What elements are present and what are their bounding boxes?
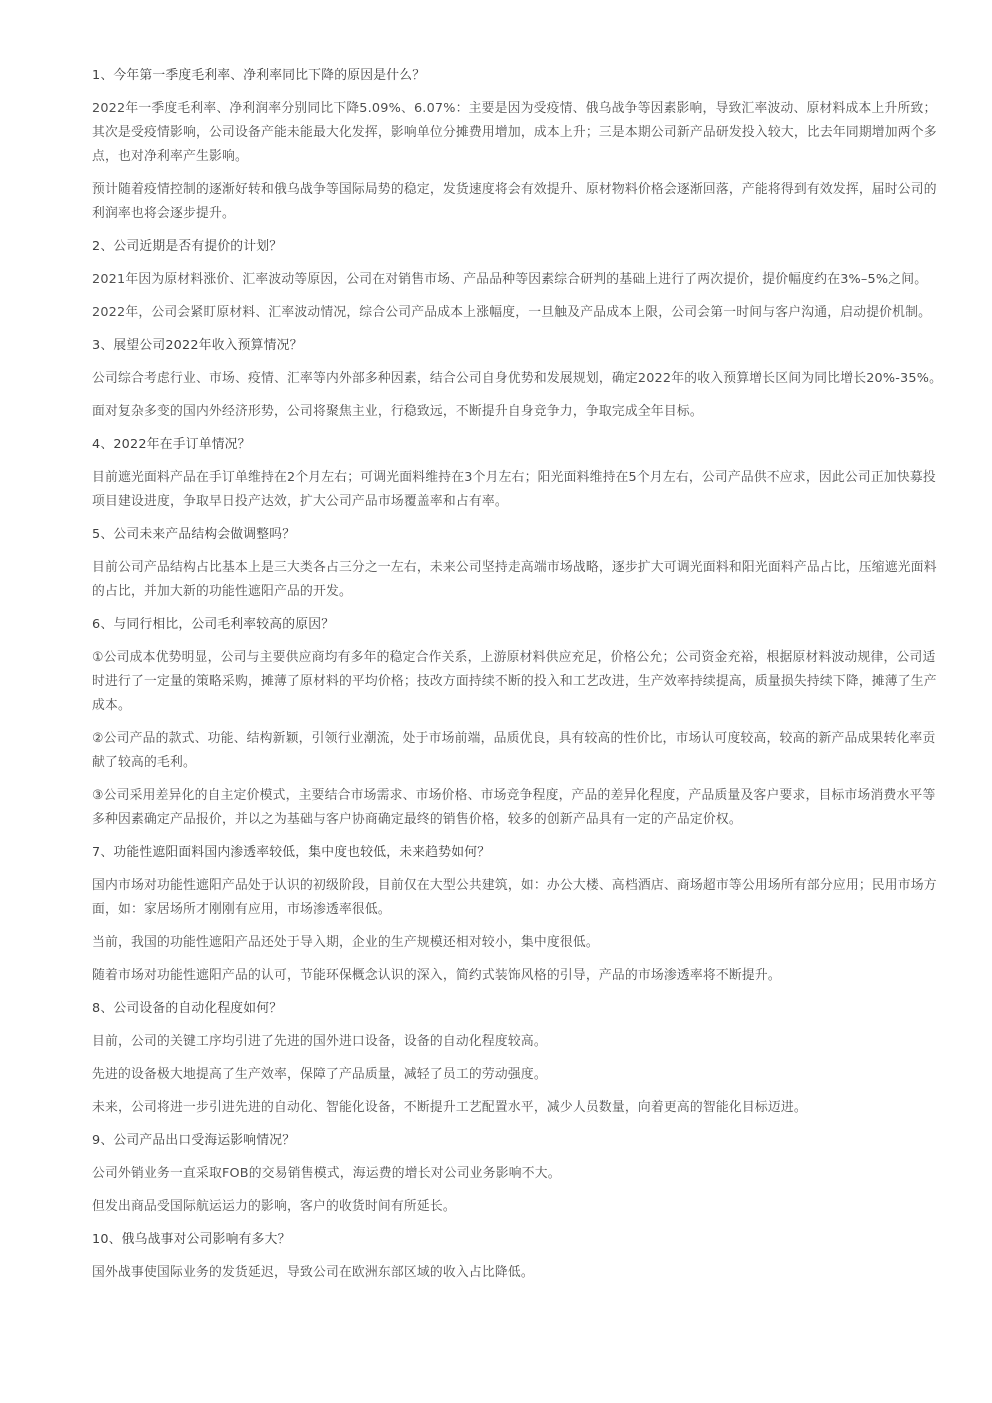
question-3: 3、展望公司2022年收入预算情况？ [92, 338, 303, 353]
answer-paragraph: ②公司产品的款式、功能、结构新颖，引领行业潮流，处于市场前端，品质优良，具有较高的性价比，市场认可度较高，较高的新产品成果转化率贡献了较高的毛利。 [92, 731, 936, 770]
question-5: 5、公司未来产品结构会做调整吗？ [92, 527, 296, 542]
question-7: 7、功能性遮阳面料国内渗透率较低，集中度也较低，未来趋势如何？ [92, 845, 491, 860]
answer-paragraph: 公司综合考虑行业、市场、疫情、汇率等内外部多种因素，结合公司自身优势和发展规划，确定2022年的收入预算增长区间为同比增长20%-35%。 [92, 371, 943, 386]
answer-paragraph: 但发出商品受国际航运运力的影响，客户的收货时间有所延长。 [92, 1199, 456, 1214]
answer-paragraph: 先进的设备极大地提高了生产效率，保障了产品质量，减轻了员工的劳动强度。 [92, 1067, 547, 1082]
answer-paragraph: 随着市场对功能性遮阳产品的认可，节能环保概念认识的深入，简约式装饰风格的引导，产品的市场渗透率将不断提升。 [92, 968, 781, 983]
question-6: 6、与同行相比，公司毛利率较高的原因？ [92, 617, 335, 632]
question-9: 9、公司产品出口受海运影响情况？ [92, 1133, 296, 1148]
question-2: 2、公司近期是否有提价的计划？ [92, 239, 283, 254]
answer-paragraph: 预计随着疫情控制的逐渐好转和俄乌战争等国际局势的稳定，发货速度将会有效提升、原材物料价格会逐渐回落，产能将得到有效发挥，届时公司的利润率也将会逐步提升。 [92, 182, 937, 221]
answer-paragraph: ①公司成本优势明显，公司与主要供应商均有多年的稳定合作关系，上游原材料供应充足，价格公允；公司资金充裕，根据原材料波动规律，公司适时进行了一定量的策略采购，摊薄了原材料的平均价格；技改方面持续不断的投入和工艺改进，生产效率持续提高，质量损失持续下降，摊薄了生产成本。 [92, 650, 937, 713]
answer-paragraph: 2022年一季度毛利率、净利润率分别同比下降5.09%、6.07%：主要是因为受疫情、俄乌战争等因素影响，导致汇率波动、原材料成本上升所致；其次是受疫情影响，公司设备产能未能最大化发挥，影响单位分摊费用增加，成本上升；三是本期公司新产品研发投入较大，比去年同期增加两个多点，也对净利率产生影响。 [92, 101, 937, 164]
answer-paragraph: 当前，我国的功能性遮阳产品还处于导入期，企业的生产规模还相对较小，集中度很低。 [92, 935, 599, 950]
question-10: 10、俄乌战事对公司影响有多大？ [92, 1232, 291, 1247]
answer-paragraph: 目前，公司的关键工序均引进了先进的国外进口设备，设备的自动化程度较高。 [92, 1034, 547, 1049]
answer-paragraph: 国内市场对功能性遮阳产品处于认识的初级阶段，目前仅在大型公共建筑，如：办公大楼、高档酒店、商场超市等公用场所有部分应用；民用市场方面，如：家居场所才刚刚有应用，市场渗透率很低。 [92, 878, 937, 917]
answer-paragraph: 2021年因为原材料涨价、汇率波动等原因，公司在对销售市场、产品品种等因素综合研判的基础上进行了两次提价，提价幅度约在3%–5%之间。 [92, 272, 928, 287]
answer-paragraph: 2022年，公司会紧盯原材料、汇率波动情况，综合公司产品成本上涨幅度，一旦触及产品成本上限，公司会第一时间与客户沟通，启动提价机制。 [92, 305, 932, 320]
answer-paragraph: 国外战事使国际业务的发货延迟，导致公司在欧洲东部区域的收入占比降低。 [92, 1265, 534, 1280]
answer-paragraph: 目前公司产品结构占比基本上是三大类各占三分之一左右，未来公司坚持走高端市场战略，逐步扩大可调光面料和阳光面料产品占比，压缩遮光面料的占比，并加大新的功能性遮阳产品的开发。 [92, 560, 937, 599]
answer-paragraph: ③公司采用差异化的自主定价模式，主要结合市场需求、市场价格、市场竞争程度，产品的差异化程度，产品质量及客户要求，目标市场消费水平等多种因素确定产品报价，并以之为基础与客户协商确定最终的销售价格，较多的创新产品具有一定的产品定价权。 [92, 788, 936, 827]
question-4: 4、2022年在手订单情况？ [92, 437, 251, 452]
answer-paragraph: 公司外销业务一直采取FOB的交易销售模式，海运费的增长对公司业务影响不大。 [92, 1166, 561, 1181]
qa-document [92, 64, 944, 1294]
answer-paragraph: 面对复杂多变的国内外经济形势，公司将聚焦主业，行稳致远，不断提升自身竞争力，争取完成全年目标。 [92, 404, 703, 419]
answer-paragraph: 目前遮光面料产品在手订单维持在2个月左右；可调光面料维持在3个月左右；阳光面料维持在5个月左右，公司产品供不应求，因此公司正加快募投项目建设进度，争取早日投产达效，扩大公司产品市场覆盖率和占有率。 [92, 470, 936, 509]
question-1: 1、今年第一季度毛利率、净利率同比下降的原因是什么？ [92, 68, 426, 83]
question-8: 8、公司设备的自动化程度如何？ [92, 1001, 283, 1016]
answer-paragraph: 未来，公司将进一步引进先进的自动化、智能化设备，不断提升工艺配置水平，减少人员数量，向着更高的智能化目标迈进。 [92, 1100, 807, 1115]
